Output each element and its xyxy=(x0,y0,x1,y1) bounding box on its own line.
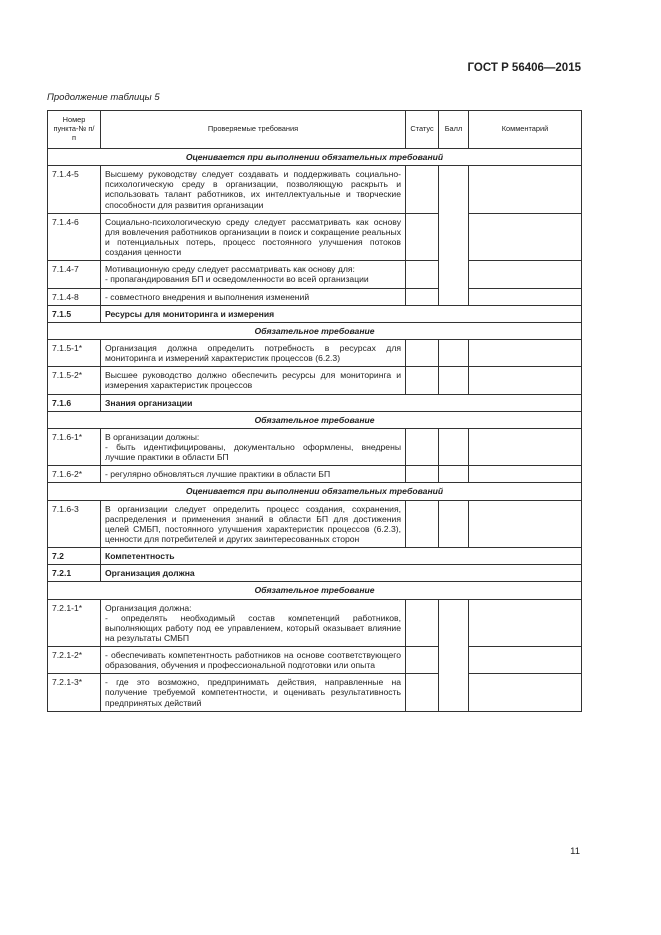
status-cell[interactable] xyxy=(406,599,439,647)
table-continuation-caption: Продолжение таблицы 5 xyxy=(47,92,160,103)
section-row xyxy=(48,394,582,411)
comment-cell[interactable] xyxy=(469,599,582,647)
item-requirement: - совместного внедрения и выполнения изменений xyxy=(101,288,406,305)
comment-cell[interactable] xyxy=(469,428,582,465)
section-number: 7.1.6 xyxy=(48,394,101,411)
status-cell[interactable] xyxy=(406,647,439,674)
score-cell[interactable] xyxy=(439,367,469,394)
requirement-band-row xyxy=(48,582,582,599)
requirement-band-row xyxy=(48,149,582,166)
band-label: Оценивается при выполнении обязательных требований xyxy=(48,149,582,166)
section-title: Ресурсы для мониторинга и измерения xyxy=(101,305,582,322)
column-header-number: Номер пункта-№ п/п xyxy=(48,111,101,149)
column-header-status: Статус xyxy=(406,111,439,149)
item-requirement: Социально-психологическую среду следует рассматривать как основу для вовлечения работников организации в поиск и сокращение реальных и потенциальных потерь, процесс постоянного улучшения потоков создания ценности xyxy=(101,213,406,261)
score-cell[interactable] xyxy=(439,339,469,366)
table-row xyxy=(48,166,582,214)
status-cell[interactable] xyxy=(406,674,439,711)
section-title: Знания организации xyxy=(101,394,582,411)
document-standard-number: ГОСТ Р 56406—2015 xyxy=(467,62,581,74)
table-row xyxy=(48,674,582,711)
score-cell[interactable] xyxy=(439,500,469,548)
score-cell[interactable] xyxy=(439,166,469,306)
requirement-band-row xyxy=(48,483,582,500)
status-cell[interactable] xyxy=(406,500,439,548)
section-row xyxy=(48,565,582,582)
item-number: 7.1.4-6 xyxy=(48,213,101,261)
score-cell[interactable] xyxy=(439,466,469,483)
comment-cell[interactable] xyxy=(469,166,582,214)
table-row xyxy=(48,261,582,288)
section-number: 7.2 xyxy=(48,548,101,565)
status-cell[interactable] xyxy=(406,339,439,366)
item-requirement: - обеспечивать компетентность работников на основе соответствующего образования, обучения и профессиональной подготовки или опыта xyxy=(101,647,406,674)
item-number: 7.2.1-2* xyxy=(48,647,101,674)
section-title: Организация должна xyxy=(101,565,582,582)
item-number: 7.1.4-8 xyxy=(48,288,101,305)
item-number: 7.1.5-1* xyxy=(48,339,101,366)
section-number: 7.1.5 xyxy=(48,305,101,322)
requirement-line: Мотивационную среду следует рассматривать как основу для: xyxy=(105,264,355,275)
section-number: 7.2.1 xyxy=(48,565,101,582)
status-cell[interactable] xyxy=(406,367,439,394)
column-header-score: Балл xyxy=(439,111,469,149)
item-number: 7.2.1-1* xyxy=(48,599,101,647)
comment-cell[interactable] xyxy=(469,367,582,394)
item-number: 7.2.1-3* xyxy=(48,674,101,711)
item-requirement: Высшему руководству следует создавать и поддерживать социально-психологическую среду в организации, позволяющую раскрыть и использовать талант работников, их интеллектуальные и творческие способности для развития организации xyxy=(101,166,406,214)
table-row xyxy=(48,599,582,647)
table-row xyxy=(48,466,582,483)
table-row xyxy=(48,288,582,305)
comment-cell[interactable] xyxy=(469,339,582,366)
item-number: 7.1.6-3 xyxy=(48,500,101,548)
comment-cell[interactable] xyxy=(469,288,582,305)
table-row xyxy=(48,647,582,674)
column-header-comment: Комментарий xyxy=(469,111,582,149)
section-row xyxy=(48,305,582,322)
section-row xyxy=(48,548,582,565)
item-number: 7.1.5-2* xyxy=(48,367,101,394)
table-row xyxy=(48,213,582,261)
requirement-line: - определять необходимый состав компетенций работников, выполняющих работу под ее управлением, который оказывает влияние на результаты СМБП xyxy=(105,612,401,643)
comment-cell[interactable] xyxy=(469,500,582,548)
item-number: 7.1.6-2* xyxy=(48,466,101,483)
item-requirement: - регулярно обновляться лучшие практики в области БП xyxy=(101,466,406,483)
status-cell[interactable] xyxy=(406,166,439,214)
item-requirement xyxy=(101,599,406,647)
requirement-line: - быть идентифицированы, документально оформлены, внедрены лучшие практики в области БП xyxy=(105,441,401,463)
item-requirement: В организации следует определить процесс создания, сохранения, распределения и применения знаний в области БП для достижения целей СМБП, постоянного улучшения характеристик процессов (6.2.3), ценности для потребителей и других заинтересованных сторон xyxy=(101,500,406,548)
item-requirement xyxy=(101,428,406,465)
comment-cell[interactable] xyxy=(469,674,582,711)
score-cell[interactable] xyxy=(439,428,469,465)
status-cell[interactable] xyxy=(406,428,439,465)
comment-cell[interactable] xyxy=(469,647,582,674)
comment-cell[interactable] xyxy=(469,261,582,288)
requirement-line: Организация должна: xyxy=(105,602,192,613)
status-cell[interactable] xyxy=(406,213,439,261)
item-number: 7.1.4-7 xyxy=(48,261,101,288)
requirement-line: В организации должны: xyxy=(105,431,200,442)
status-cell[interactable] xyxy=(406,466,439,483)
band-label: Оценивается при выполнении обязательных требований xyxy=(48,483,582,500)
item-requirement xyxy=(101,261,406,288)
page-number: 11 xyxy=(570,846,580,857)
status-cell[interactable] xyxy=(406,261,439,288)
item-requirement: Высшее руководство должно обеспечить ресурсы для мониторинга и измерения характеристик процессов xyxy=(101,367,406,394)
item-number: 7.1.6-1* xyxy=(48,428,101,465)
table-header-row xyxy=(48,111,582,149)
requirement-band-row xyxy=(48,322,582,339)
requirements-table xyxy=(47,110,582,712)
score-cell[interactable] xyxy=(439,599,469,711)
table-row xyxy=(48,367,582,394)
item-requirement: Организация должна определить потребность в ресурсах для мониторинга и измерений характеристик процессов (6.2.3) xyxy=(101,339,406,366)
requirement-band-row xyxy=(48,411,582,428)
comment-cell[interactable] xyxy=(469,213,582,261)
comment-cell[interactable] xyxy=(469,466,582,483)
status-cell[interactable] xyxy=(406,288,439,305)
table-row xyxy=(48,428,582,465)
table-row xyxy=(48,500,582,548)
column-header-requirements: Проверяемые требования xyxy=(101,111,406,149)
band-label: Обязательное требование xyxy=(48,322,582,339)
item-number: 7.1.4-5 xyxy=(48,166,101,214)
table-row xyxy=(48,339,582,366)
band-label: Обязательное требование xyxy=(48,411,582,428)
item-requirement: - где это возможно, предпринимать действия, направленные на получение требуемой компетентности, и оценивать результативность предпринятых действий xyxy=(101,674,406,711)
section-title: Компетентность xyxy=(101,548,582,565)
requirement-line: - пропагандирования БП и осведомленности во всей организации xyxy=(105,274,369,285)
band-label: Обязательное требование xyxy=(48,582,582,599)
